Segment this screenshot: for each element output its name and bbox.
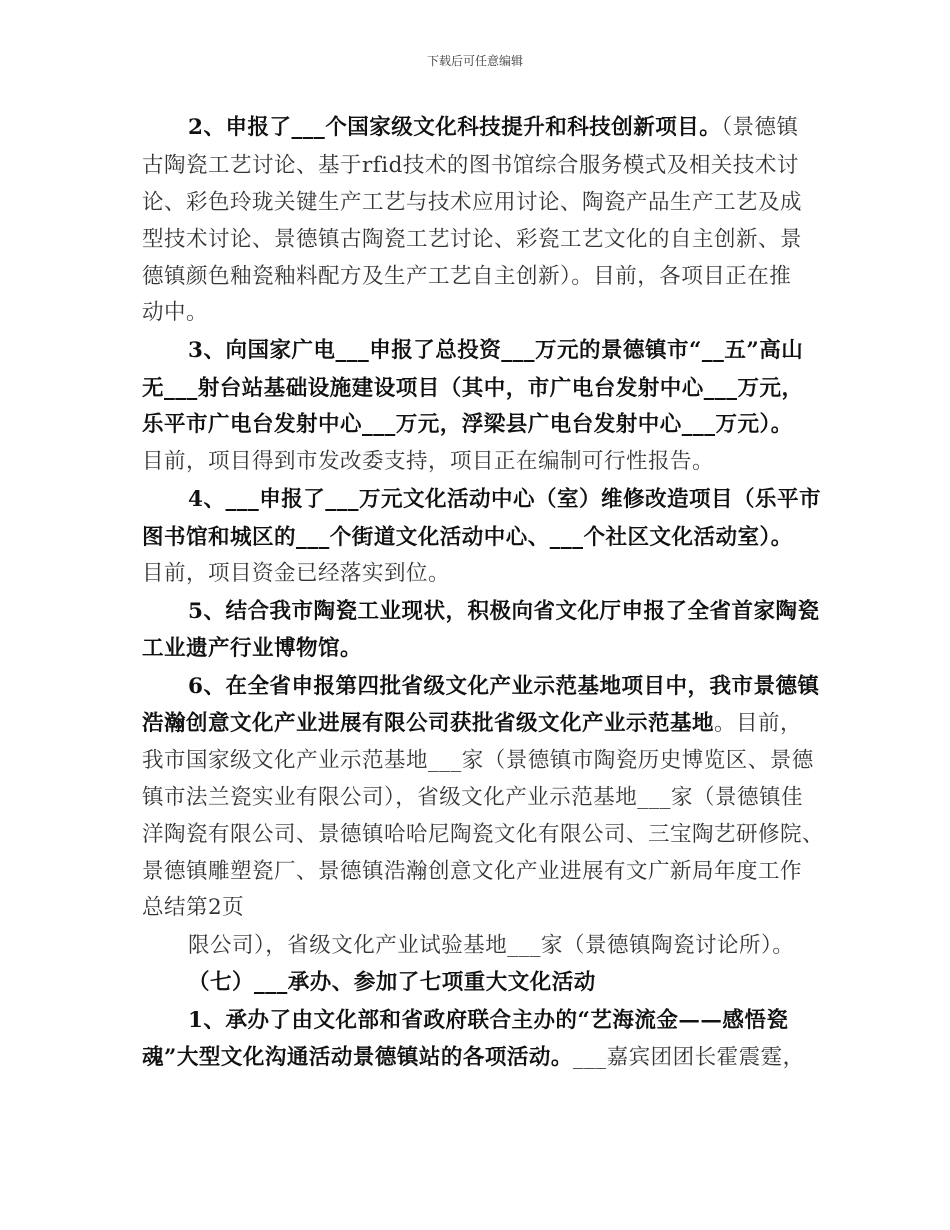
text-line-14: 5、结合我市陶瓷工业现状，积极向省文化厅申报了全省首家陶瓷 (188, 599, 820, 624)
text-line-6: 动中。 (142, 300, 209, 325)
text-line-25: 1、承办了由文化部和省政府联合主办的“艺海流金——感悟瓷 (188, 1008, 789, 1033)
text-line-19: 镇市法兰瓷实业有限公司），省级文化产业示范基地___家（景德镇佳 (142, 785, 804, 810)
text-line-26 (142, 1047, 805, 1069)
text-line-15: 工业遗产行业博物馆。 (142, 636, 363, 661)
text-line-18: 我市国家级文化产业示范基地___家（景德镇市陶瓷历史博览区、景德 (142, 748, 814, 773)
text-line-1-bold: 2、申报了___个国家级文化科技提升和科技创新项目。 (188, 115, 722, 140)
text-line-17-normal: 。目前， (714, 711, 803, 736)
text-line-10: 目前，项目得到市发改委支持，项目正在编制可行性报告。 (142, 449, 715, 474)
text-line-12: 图书馆和城区的___个街道文化活动中心、___个社区文化活动室）。 (142, 525, 793, 550)
text-line-26-normal: ___嘉宾团团长霍震霆， (572, 1045, 805, 1070)
text-line-23: 限公司），省级文化产业试验基地___家（景德镇陶瓷讨论所）。 (188, 933, 795, 958)
text-line-2: 古陶瓷工艺讨论、基于rfid技术的图书馆综合服务模式及相关技术讨 (142, 153, 799, 178)
section-heading: （七）___承办、参加了七项重大文化活动 (188, 970, 596, 995)
page-header: 下载后可任意编辑 (426, 54, 523, 68)
text-line-1 (188, 117, 798, 139)
text-line-11: 4、___申报了___万元文化活动中心（室）维修改造项目（乐平市 (188, 487, 821, 512)
text-line-21: 景德镇雕塑瓷厂、景德镇浩瀚创意文化产业进展有文广新局年度工作 (142, 859, 803, 884)
text-line-7: 3、向国家广电___申报了总投资___万元的景德镇市“__五”高山 (188, 338, 804, 363)
text-line-4: 型技术讨论、景德镇古陶瓷工艺讨论、彩瓷工艺文化的自主创新、景 (142, 227, 803, 252)
text-line-8: 无___射台站基础设施建设项目（其中，市广电台发射中心___万元， (142, 376, 804, 401)
text-line-9: 乐平市广电台发射中心___万元，浮梁县广电台发射中心___万元）。 (142, 412, 793, 437)
text-line-20: 洋陶瓷有限公司、景德镇哈哈尼陶瓷文化有限公司、三宝陶艺研修院、 (142, 822, 825, 847)
text-line-5: 德镇颜色釉瓷釉料配方及生产工艺自主创新）。目前，各项目正在推 (142, 264, 792, 289)
text-line-17 (142, 713, 802, 735)
text-line-16: 6、在全省申报第四批省级文化产业示范基地项目中，我市景德镇 (188, 674, 820, 699)
text-line-13: 目前，项目资金已经落实到位。 (142, 561, 451, 586)
text-line-1-normal: （景德镇 (721, 115, 799, 140)
text-line-17-bold: 浩瀚创意文化产业进展有限公司获批省级文化产业示范基地 (142, 711, 715, 736)
text-line-22: 总结第2页 (142, 895, 245, 920)
text-line-26-bold: 魂”大型文化沟通活动景德镇站的各项活动。 (142, 1045, 573, 1070)
text-line-3: 论、彩色玲珑关键生产工艺与技术应用讨论、陶瓷产品生产工艺及成 (142, 190, 803, 215)
